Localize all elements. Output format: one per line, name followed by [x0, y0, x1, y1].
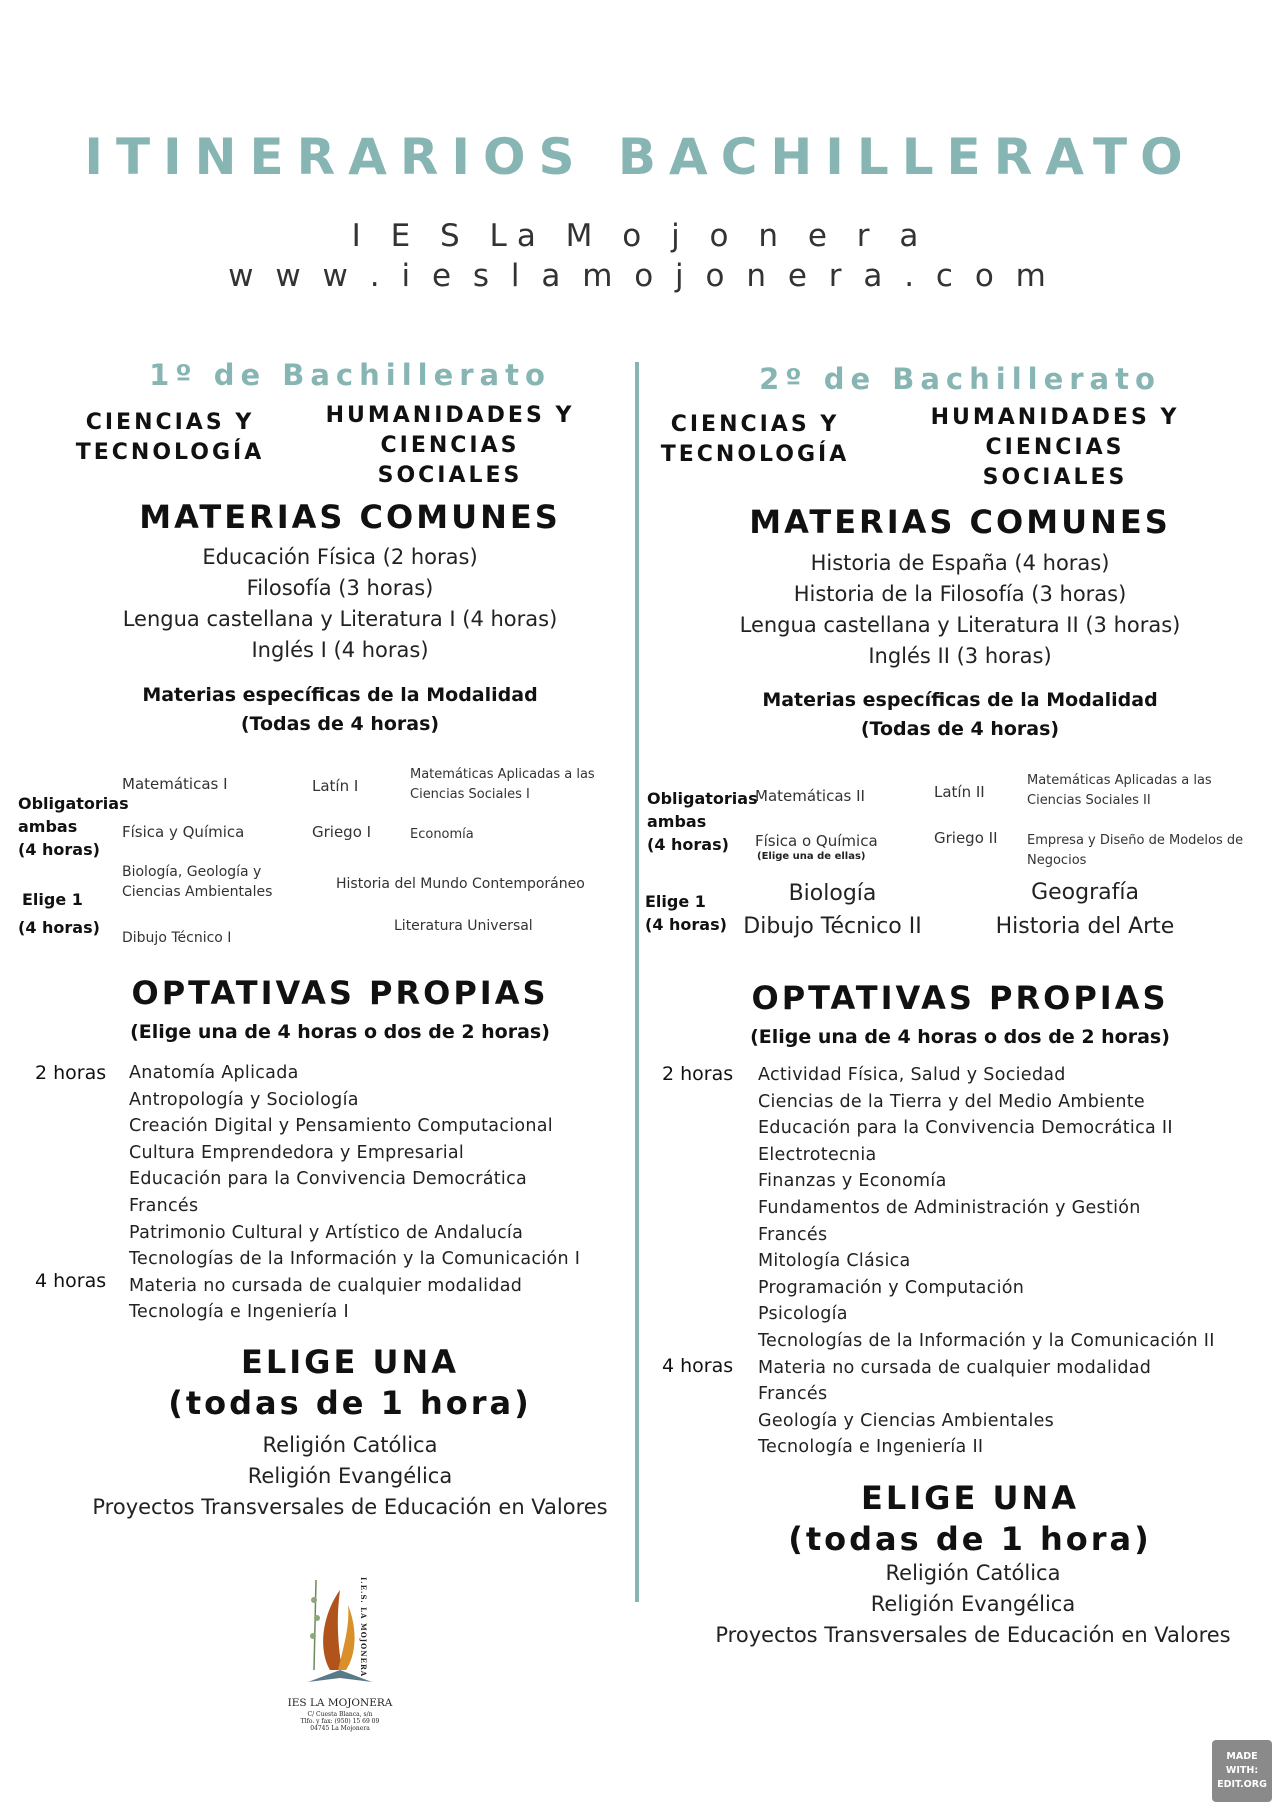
list-item: Francés	[129, 1195, 199, 1216]
optativas-list-2	[758, 1062, 1215, 1461]
branch-line: CIENCIAS Y	[85, 410, 255, 435]
optativas-sub-1: (Elige una de 4 horas o dos de 2 horas)	[130, 1021, 550, 1043]
subject-fq-note-2: (Elige una de ellas)	[757, 851, 866, 862]
elige-list-2	[673, 1558, 1273, 1651]
branch-ciencias-1	[60, 408, 280, 468]
made-with-badge[interactable]	[1212, 1740, 1272, 1802]
list-item: Religión Evangélica	[247, 1464, 453, 1488]
optativas-title-1: OPTATIVAS PROPIAS	[131, 974, 549, 1012]
label-line: Elige 1	[22, 890, 83, 909]
branch-line: TECNOLOGÍA	[75, 440, 265, 465]
elige1-hours-1	[18, 916, 100, 939]
subject-griego-1: Griego I	[312, 823, 372, 841]
logo-vertical-text: I.E.S. LA MOJONERA	[359, 1577, 368, 1678]
subject-line: Negocios	[1027, 853, 1087, 868]
list-item: Inglés II (3 horas)	[868, 644, 1052, 668]
elige-list-1	[50, 1430, 650, 1523]
elige-title-line: ELIGE UNA	[861, 1479, 1079, 1517]
list-item: Creación Digital y Pensamiento Computacional	[129, 1116, 553, 1137]
list-item: Francés	[758, 1384, 828, 1405]
branch-line: SOCIALES	[377, 463, 523, 488]
subject-latin-2: Latín II	[934, 783, 985, 801]
subject-line: Matemáticas Aplicadas a las	[1027, 773, 1212, 788]
list-item: Mitología Clásica	[758, 1251, 911, 1272]
list-item: Proyectos Transversales de Educación en Valores	[715, 1623, 1231, 1647]
subject-line: Biología, Geología y	[122, 864, 262, 880]
list-item: Francés	[758, 1224, 828, 1245]
list-item: Ciencias de la Tierra y del Medio Ambiente	[758, 1091, 1145, 1112]
elige1-label-1	[22, 888, 83, 911]
hours-2-label-1: 2 horas	[35, 1062, 107, 1084]
branch-line: SOCIALES	[982, 465, 1128, 490]
subject-dibujo-2: Dibujo Técnico II	[743, 914, 922, 939]
list-item: Educación para la Convivencia Democrática II	[758, 1118, 1173, 1139]
list-item: Programación y Computación	[758, 1277, 1025, 1298]
comunes-list-2	[660, 548, 1260, 672]
list-item: Historia de la Filosofía (3 horas)	[793, 582, 1127, 606]
list-item: Lengua castellana y Literatura II (3 horas)	[739, 613, 1181, 637]
optativas-sub-2: (Elige una de 4 horas o dos de 2 horas)	[750, 1026, 1170, 1048]
modalidad-title-1	[40, 681, 640, 739]
subject-griego-2: Griego II	[934, 829, 998, 847]
subject-matematicas-2: Matemáticas II	[755, 787, 865, 805]
subject-matematicas-1: Matemáticas I	[122, 775, 228, 793]
year-1-title: 1º de Bachillerato	[149, 358, 551, 392]
list-item: Finanzas y Economía	[758, 1171, 947, 1192]
subject-fisica-quimica-1: Física y Química	[122, 823, 245, 841]
subject-literatura-1: Literatura Universal	[394, 918, 533, 934]
subject-biologia-1	[122, 862, 272, 902]
hours-2-label-2: 2 horas	[662, 1063, 734, 1085]
list-item: Fundamentos de Administración y Gestión	[758, 1197, 1141, 1218]
list-item: Inglés I (4 horas)	[251, 638, 429, 662]
elige-title-line: (todas de 1 hora)	[788, 1520, 1152, 1558]
list-item: Cultura Emprendedora y Empresarial	[129, 1142, 465, 1163]
comunes-title-2: MATERIAS COMUNES	[749, 503, 1171, 541]
list-item: Tecnología e Ingeniería I	[129, 1302, 349, 1323]
school-logo	[300, 1570, 380, 1685]
address-line: C/ Cuesta Blanca, s/n	[307, 1711, 373, 1718]
subject-latin-1: Latín I	[312, 777, 359, 795]
subject-economia-1: Economía	[410, 827, 474, 842]
subject-line: Matemáticas Aplicadas a las	[410, 767, 595, 782]
page-title: ITINERARIOS BACHILLERATO	[84, 128, 1196, 186]
school-name: I E S La M o j o n e r a	[351, 218, 929, 254]
branch-line: CIENCIAS	[380, 433, 520, 458]
list-item: Actividad Física, Salud y Sociedad	[758, 1065, 1066, 1085]
obligatorias-label-1	[18, 792, 129, 861]
badge-line: EDIT.ORG	[1217, 1779, 1267, 1790]
label-line: (4 horas)	[647, 835, 729, 854]
subject-line: Ciencias Sociales I	[410, 787, 530, 802]
modalidad-line: (Todas de 4 horas)	[860, 718, 1060, 740]
subject-dibujo-1: Dibujo Técnico I	[122, 930, 232, 946]
list-item: Religión Católica	[885, 1561, 1061, 1585]
comunes-title-1: MATERIAS COMUNES	[139, 498, 561, 536]
modalidad-line: Materias específicas de la Modalidad	[762, 689, 1158, 711]
elige-title-line: (todas de 1 hora)	[168, 1384, 532, 1422]
list-item: Lengua castellana y Literatura I (4 horas)	[122, 607, 558, 631]
subject-geografia-2: Geografía	[1031, 880, 1139, 905]
subject-historia-arte-2: Historia del Arte	[995, 914, 1175, 939]
elige-una-title-1	[50, 1342, 650, 1424]
list-item: Geología y Ciencias Ambientales	[758, 1410, 1055, 1431]
branch-line: HUMANIDADES Y	[325, 403, 575, 428]
subject-macs-2	[1027, 771, 1212, 811]
subject-historia-mundo-1: Historia del Mundo Contemporáneo	[336, 876, 585, 892]
list-item: Psicología	[758, 1304, 848, 1325]
label-line: (4 horas)	[18, 840, 100, 859]
year-2-title: 2º de Bachillerato	[759, 362, 1161, 396]
modalidad-title-2	[660, 686, 1260, 744]
subject-biologia-2: Biología	[788, 881, 877, 906]
list-item: Materia no cursada de cualquier modalidad	[758, 1357, 1152, 1378]
label-line: ambas	[18, 817, 78, 836]
badge-line: MADE WITH:	[1225, 1751, 1259, 1776]
subject-empresa-2	[1027, 831, 1243, 871]
list-item: Educación para la Convivencia Democrática	[129, 1169, 528, 1190]
list-item: Proyectos Transversales de Educación en Valores	[92, 1495, 608, 1519]
obligatorias-label-2	[647, 787, 758, 856]
branch-line: CIENCIAS	[985, 435, 1125, 460]
label-line: Elige 1	[645, 892, 706, 911]
list-item: Religión Evangélica	[870, 1592, 1076, 1616]
school-website: w w w . i e s l a m o j o n e r a . c o m	[228, 258, 1052, 294]
label-line: Obligatorias	[18, 794, 129, 813]
optativas-title-2: OPTATIVAS PROPIAS	[751, 979, 1169, 1017]
label-line: Obligatorias	[647, 789, 758, 808]
list-item: Filosofía (3 horas)	[246, 576, 434, 600]
list-item: Tecnologías de la Información y la Comunicación II	[758, 1330, 1215, 1351]
label-line: (4 horas)	[18, 918, 100, 937]
subject-line: Empresa y Diseño de Modelos de	[1027, 833, 1244, 848]
label-line: ambas	[647, 812, 707, 831]
elige-una-title-2	[670, 1478, 1270, 1560]
branch-line: CIENCIAS Y	[670, 412, 840, 437]
elige1-label-2	[645, 890, 727, 936]
logo-graphic-icon	[300, 1570, 380, 1685]
subject-fisica-quimica-2: Física o Química	[755, 832, 878, 850]
elige-title-line: ELIGE UNA	[241, 1343, 459, 1381]
list-item: Materia no cursada de cualquier modalidad	[129, 1275, 523, 1296]
subject-line: Ciencias Sociales II	[1027, 793, 1151, 808]
list-item: Historia de España (4 horas)	[810, 551, 1110, 575]
list-item: Patrimonio Cultural y Artístico de Andalucía	[129, 1222, 524, 1243]
modalidad-line: (Todas de 4 horas)	[240, 713, 440, 735]
logo-address	[270, 1711, 410, 1732]
branch-line: TECNOLOGÍA	[660, 442, 850, 467]
list-item: Antropología y Sociología	[129, 1089, 359, 1110]
list-item: Educación Física (2 horas)	[202, 545, 478, 569]
list-item: Tecnologías de la Información y la Comunicación I	[129, 1249, 581, 1270]
list-item: Electrotecnia	[758, 1144, 877, 1165]
hours-4-label-2: 4 horas	[662, 1355, 734, 1377]
comunes-list-1	[40, 542, 640, 666]
hours-4-label-1: 4 horas	[35, 1270, 107, 1292]
branch-ciencias-2	[645, 410, 865, 470]
subject-macs-1	[410, 765, 595, 805]
logo-caption: IES LA MOJONERA	[287, 1697, 393, 1709]
branch-humanidades-2	[925, 403, 1185, 493]
address-line: 04745 La Mojonera	[310, 1725, 370, 1732]
list-item: Anatomía Aplicada	[129, 1063, 299, 1083]
optativas-list-1	[129, 1060, 580, 1326]
address-line: Tlfo. y fax: (950) 15 69 09	[300, 1718, 380, 1725]
label-line: (4 horas)	[645, 915, 727, 934]
list-item: Tecnología e Ingeniería II	[758, 1437, 984, 1458]
subject-line: Ciencias Ambientales	[122, 884, 273, 900]
branch-line: HUMANIDADES Y	[930, 405, 1180, 430]
modalidad-line: Materias específicas de la Modalidad	[142, 684, 538, 706]
branch-humanidades-1	[320, 401, 580, 491]
list-item: Religión Católica	[262, 1433, 438, 1457]
